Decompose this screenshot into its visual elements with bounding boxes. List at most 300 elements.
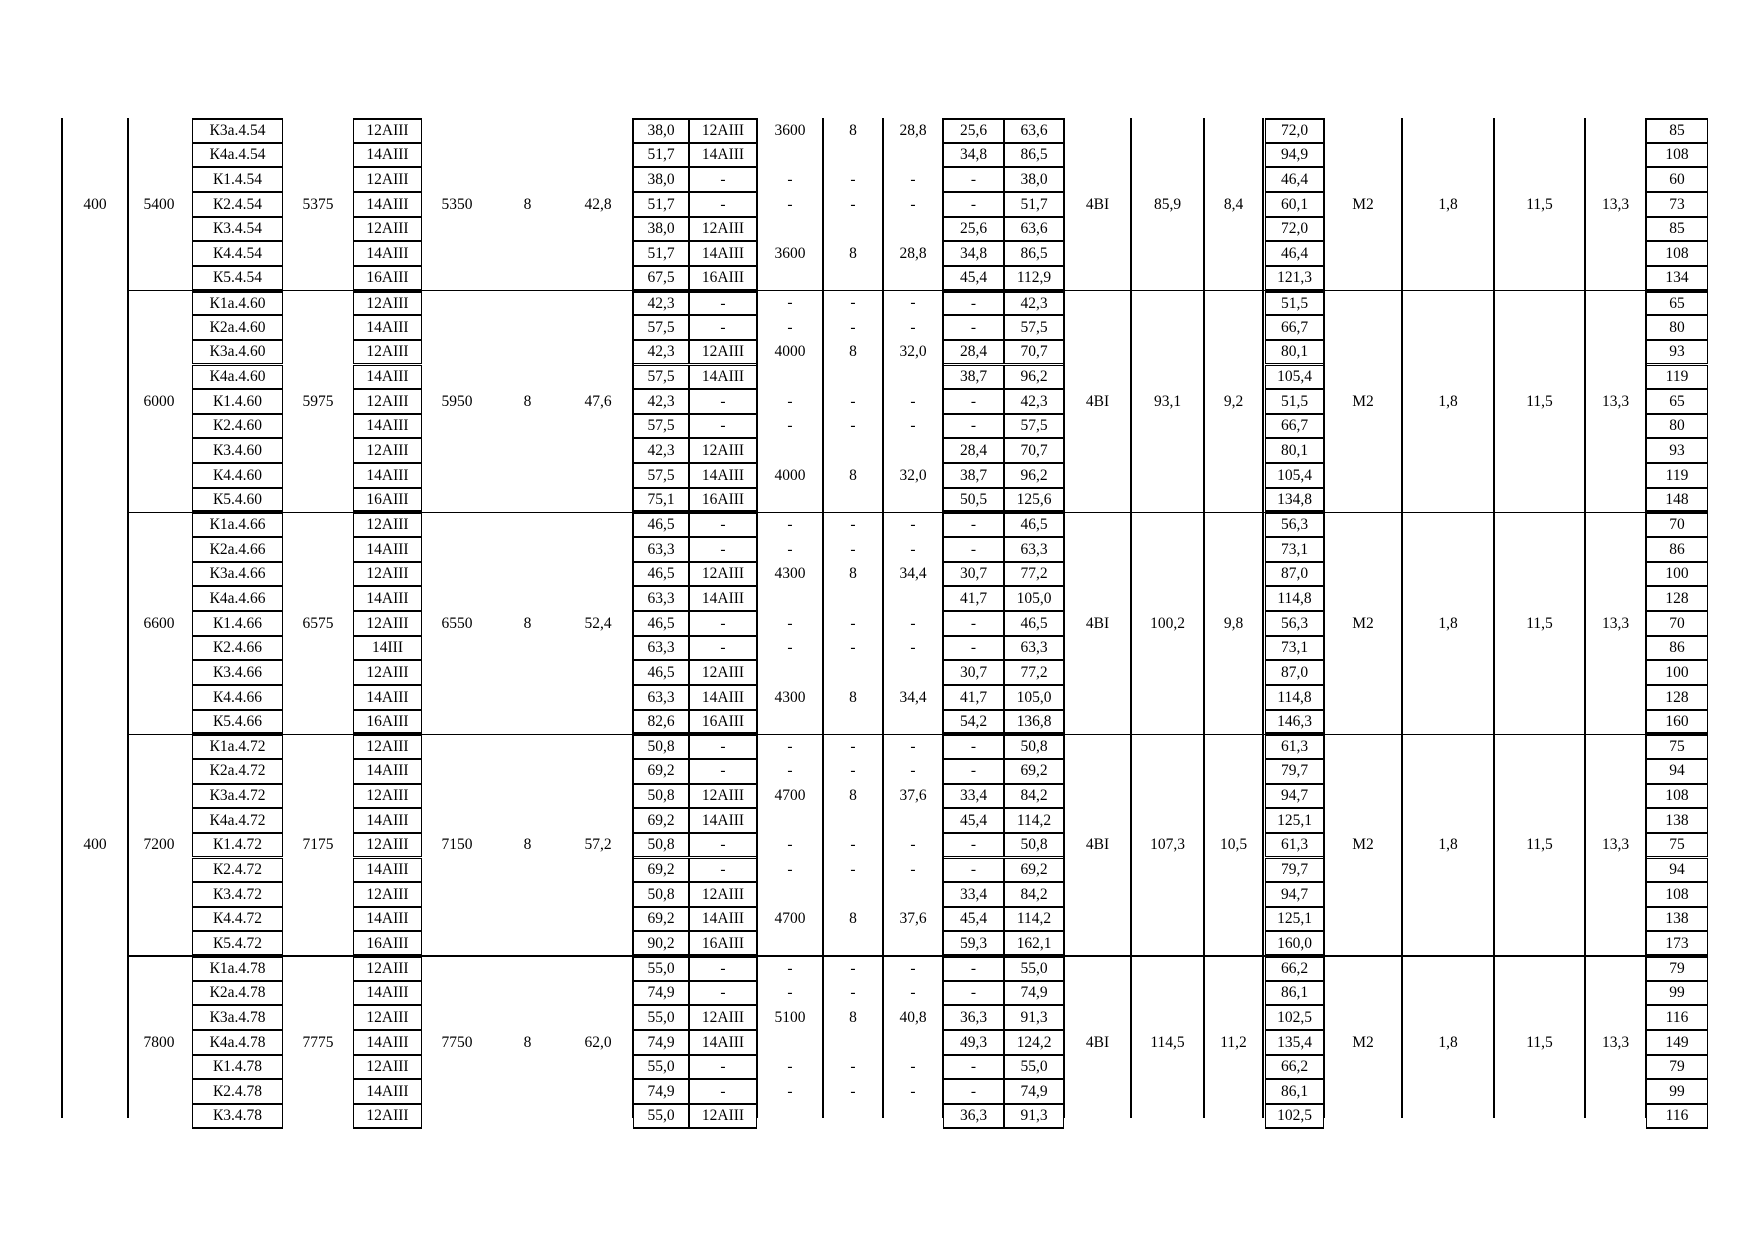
cell-t1: 79,7 (1265, 759, 1324, 784)
group-l1: 6575 (302, 614, 334, 632)
cell-t1: 160,0 (1265, 931, 1324, 956)
cell-a3: 4000 (774, 343, 806, 361)
cell-rebar: 12АIII (353, 660, 422, 685)
cell-a6: - (943, 636, 1004, 661)
cell-a1: 63,3 (633, 586, 689, 611)
cell-a7: 50,8 (1004, 833, 1064, 858)
cell-a1: 82,6 (633, 710, 689, 735)
cell-a4: 8 (849, 910, 857, 928)
cell-mark: К3.4.54 (192, 217, 283, 242)
cell-t2: 116 (1646, 1005, 1708, 1030)
cell-a1: 51,7 (633, 241, 689, 266)
cell-rebar: 12АIII (353, 956, 422, 981)
cell-a5: 34,4 (899, 565, 927, 583)
cell-a1: 67,5 (633, 266, 689, 291)
cell-a4: - (850, 170, 856, 188)
cell-a2: - (689, 192, 757, 217)
group-c17: 8,4 (1223, 195, 1244, 213)
group-l: 6000 (143, 392, 175, 410)
cell-a4: - (850, 515, 856, 533)
cell-t2: 138 (1646, 808, 1708, 833)
cell-mark: К4.4.72 (192, 907, 283, 932)
cell-a3: - (787, 540, 793, 558)
cell-a2: - (689, 414, 757, 439)
cell-a1: 42,3 (633, 389, 689, 414)
cell-a1: 57,5 (633, 463, 689, 488)
cell-rebar: 12АIII (353, 562, 422, 587)
cell-a6: - (943, 1079, 1004, 1104)
cell-a2: - (689, 315, 757, 340)
cell-mark: К1.4.66 (192, 611, 283, 636)
cell-t2: 79 (1646, 956, 1708, 981)
group-l2: 5950 (441, 392, 473, 410)
cell-a4: 8 (849, 688, 857, 706)
cell-a3: 4700 (774, 910, 806, 928)
cell-rebar: 14АIII (353, 685, 422, 710)
cell-t2: 100 (1646, 562, 1708, 587)
group-diameter: 400 (83, 195, 107, 213)
cell-rebar: 12АIII (353, 167, 422, 192)
group-cls: 4BI (1085, 195, 1110, 213)
group-c21: 11,5 (1526, 836, 1553, 854)
cell-a1: 46,5 (633, 660, 689, 685)
cell-mark: К4а.4.60 (192, 365, 283, 390)
group-c17: 9,8 (1223, 614, 1244, 632)
cell-t2: 65 (1646, 291, 1708, 316)
cell-a3: - (787, 984, 793, 1002)
cell-t2: 75 (1646, 833, 1708, 858)
group-l: 5400 (143, 195, 175, 213)
cell-a5: - (910, 984, 916, 1002)
cell-a6: - (943, 315, 1004, 340)
cell-a6: 41,7 (943, 685, 1004, 710)
cell-a5: 32,0 (899, 343, 927, 361)
cell-a1: 90,2 (633, 931, 689, 956)
group-c17: 11,2 (1220, 1033, 1247, 1051)
group-n: 8 (523, 614, 532, 632)
cell-a2: - (689, 636, 757, 661)
cell-a2: - (689, 858, 757, 883)
cell-a4: 8 (849, 787, 857, 805)
cell-a6: 50,5 (943, 488, 1004, 513)
cell-mark: К1.4.72 (192, 833, 283, 858)
cell-a2: - (689, 833, 757, 858)
cell-a3: - (787, 195, 793, 213)
cell-t2: 70 (1646, 611, 1708, 636)
cell-t1: 56,3 (1265, 512, 1324, 537)
cell-a7: 38,0 (1004, 167, 1064, 192)
cell-t1: 114,8 (1265, 586, 1324, 611)
cell-a6: 25,6 (943, 118, 1004, 143)
cell-a1: 74,9 (633, 1079, 689, 1104)
cell-t2: 128 (1646, 586, 1708, 611)
cell-mark: К4а.4.54 (192, 143, 283, 168)
cell-a5: 28,8 (899, 244, 927, 262)
cell-t2: 73 (1646, 192, 1708, 217)
cell-a7: 125,6 (1004, 488, 1064, 513)
cell-a6: - (943, 734, 1004, 759)
cell-a7: 162,1 (1004, 931, 1064, 956)
group-steel: M2 (1352, 1033, 1374, 1051)
cell-a1: 38,0 (633, 118, 689, 143)
cell-a4: - (850, 318, 856, 336)
cell-a6: 54,2 (943, 710, 1004, 735)
cell-a7: 42,3 (1004, 291, 1064, 316)
cell-t2: 94 (1646, 759, 1708, 784)
cell-a1: 57,5 (633, 365, 689, 390)
cell-a6: - (943, 981, 1004, 1006)
cell-a2: 12АIII (689, 784, 757, 809)
cell-a2: - (689, 291, 757, 316)
cell-a7: 105,0 (1004, 586, 1064, 611)
cell-a2: 14АIII (689, 143, 757, 168)
group-c21: 11,5 (1526, 1033, 1553, 1051)
cell-a2: 14АIII (689, 685, 757, 710)
cell-t1: 46,4 (1265, 241, 1324, 266)
cell-a1: 50,8 (633, 734, 689, 759)
cell-mark: К5.4.60 (192, 488, 283, 513)
cell-t1: 61,3 (1265, 833, 1324, 858)
cell-rebar: 12АIII (353, 833, 422, 858)
cell-a6: - (943, 414, 1004, 439)
cell-rebar: 16АIII (353, 931, 422, 956)
cell-a6: 30,7 (943, 562, 1004, 587)
cell-a2: 16АIII (689, 488, 757, 513)
cell-a3: - (787, 417, 793, 435)
cell-a2: - (689, 389, 757, 414)
cell-a7: 112,9 (1004, 266, 1064, 291)
cell-rebar: 12АIII (353, 389, 422, 414)
group-cls: 4BI (1085, 614, 1110, 632)
group-n: 8 (523, 195, 532, 213)
cell-a5: 40,8 (899, 1008, 927, 1026)
cell-a7: 57,5 (1004, 315, 1064, 340)
cell-t2: 100 (1646, 660, 1708, 685)
cell-mark: К2.4.72 (192, 858, 283, 883)
cell-t1: 121,3 (1265, 266, 1324, 291)
cell-rebar: 14АIII (353, 586, 422, 611)
cell-rebar: 12АIII (353, 217, 422, 242)
cell-a7: 51,7 (1004, 192, 1064, 217)
cell-a6: 45,4 (943, 907, 1004, 932)
group-diameter: 400 (83, 836, 107, 854)
cell-a7: 63,6 (1004, 118, 1064, 143)
cell-a1: 74,9 (633, 1030, 689, 1055)
cell-mark: К2а.4.72 (192, 759, 283, 784)
cell-a6: - (943, 291, 1004, 316)
cell-t1: 86,1 (1265, 1079, 1324, 1104)
group-c16: 85,9 (1153, 195, 1182, 213)
cell-a2: 14АIII (689, 463, 757, 488)
cell-a4: - (850, 392, 856, 410)
group-c8: 52,4 (584, 614, 612, 632)
cell-a3: 3600 (774, 121, 806, 139)
cell-mark: К3а.4.78 (192, 1005, 283, 1030)
cell-a3: - (787, 737, 793, 755)
group-c16: 107,3 (1150, 836, 1185, 854)
group-c21: 11,5 (1526, 195, 1553, 213)
cell-t2: 79 (1646, 1055, 1708, 1080)
cell-a4: - (850, 417, 856, 435)
cell-a7: 63,3 (1004, 537, 1064, 562)
cell-mark: К1.4.60 (192, 389, 283, 414)
cell-a2: 12АIII (689, 340, 757, 365)
cell-rebar: 14АIII (353, 808, 422, 833)
cell-t2: 160 (1646, 710, 1708, 735)
cell-mark: К2а.4.60 (192, 315, 283, 340)
group-cls: 4BI (1085, 836, 1110, 854)
cell-rebar: 14III (353, 636, 422, 661)
cell-a4: 8 (849, 466, 857, 484)
cell-mark: К3а.4.60 (192, 340, 283, 365)
cell-a5: - (910, 318, 916, 336)
group-c21: 11,5 (1526, 392, 1553, 410)
cell-a5: - (910, 959, 916, 977)
cell-a6: 41,7 (943, 586, 1004, 611)
cell-a1: 46,5 (633, 512, 689, 537)
cell-a3: - (787, 1082, 793, 1100)
cell-t2: 70 (1646, 512, 1708, 537)
cell-a1: 57,5 (633, 414, 689, 439)
cell-a6: 49,3 (943, 1030, 1004, 1055)
group-l2: 6550 (441, 614, 473, 632)
group-c20: 1,8 (1438, 836, 1458, 854)
cell-a3: - (787, 762, 793, 780)
cell-t2: 108 (1646, 882, 1708, 907)
cell-rebar: 14АIII (353, 858, 422, 883)
cell-a7: 86,5 (1004, 143, 1064, 168)
cell-a1: 69,2 (633, 759, 689, 784)
cell-mark: К3а.4.54 (192, 118, 283, 143)
cell-a1: 38,0 (633, 167, 689, 192)
cell-a7: 63,3 (1004, 636, 1064, 661)
cell-a6: - (943, 858, 1004, 883)
cell-mark: К4.4.54 (192, 241, 283, 266)
cell-a2: - (689, 759, 757, 784)
cell-a3: - (787, 294, 793, 312)
cell-a6: 36,3 (943, 1005, 1004, 1030)
cell-a6: 25,6 (943, 217, 1004, 242)
cell-t2: 108 (1646, 241, 1708, 266)
cell-a5: 28,8 (899, 121, 927, 139)
cell-a7: 114,2 (1004, 907, 1064, 932)
cell-mark: К1а.4.72 (192, 734, 283, 759)
cell-a7: 84,2 (1004, 882, 1064, 907)
group-c8: 62,0 (584, 1033, 612, 1051)
cell-a4: - (850, 959, 856, 977)
group-c20: 1,8 (1438, 392, 1458, 410)
cell-a7: 77,2 (1004, 660, 1064, 685)
cell-a6: - (943, 956, 1004, 981)
cell-t2: 85 (1646, 217, 1708, 242)
cell-rebar: 14АIII (353, 981, 422, 1006)
cell-a1: 42,3 (633, 438, 689, 463)
cell-a2: 14АIII (689, 907, 757, 932)
cell-a7: 74,9 (1004, 981, 1064, 1006)
cell-mark: К1а.4.60 (192, 291, 283, 316)
cell-mark: К4а.4.66 (192, 586, 283, 611)
cell-t1: 66,2 (1265, 1055, 1324, 1080)
cell-a6: 33,4 (943, 784, 1004, 809)
cell-t1: 105,4 (1265, 463, 1324, 488)
cell-a6: 36,3 (943, 1104, 1004, 1129)
cell-a7: 50,8 (1004, 734, 1064, 759)
cell-rebar: 14АIII (353, 365, 422, 390)
cell-a1: 46,5 (633, 562, 689, 587)
cell-rebar: 12АIII (353, 291, 422, 316)
group-n: 8 (523, 836, 532, 854)
cell-t2: 80 (1646, 414, 1708, 439)
cell-t1: 135,4 (1265, 1030, 1324, 1055)
cell-rebar: 12АIII (353, 734, 422, 759)
cell-a7: 57,5 (1004, 414, 1064, 439)
cell-a2: - (689, 734, 757, 759)
cell-a4: - (850, 1082, 856, 1100)
cell-t1: 87,0 (1265, 660, 1324, 685)
cell-a3: - (787, 170, 793, 188)
cell-rebar: 14АIII (353, 537, 422, 562)
cell-a7: 96,2 (1004, 365, 1064, 390)
cell-t1: 51,5 (1265, 291, 1324, 316)
cell-mark: К1.4.78 (192, 1055, 283, 1080)
group-c21: 11,5 (1526, 614, 1553, 632)
cell-t1: 102,5 (1265, 1005, 1324, 1030)
group-c22: 13,3 (1601, 1033, 1630, 1051)
cell-a5: 37,6 (899, 910, 927, 928)
cell-a3: - (787, 639, 793, 657)
cell-t2: 99 (1646, 981, 1708, 1006)
cell-t2: 149 (1646, 1030, 1708, 1055)
cell-t2: 85 (1646, 118, 1708, 143)
cell-a7: 84,2 (1004, 784, 1064, 809)
cell-a5: 34,4 (899, 688, 927, 706)
cell-a2: 12АIII (689, 562, 757, 587)
cell-a7: 91,3 (1004, 1005, 1064, 1030)
cell-a1: 75,1 (633, 488, 689, 513)
cell-a2: 12АIII (689, 882, 757, 907)
cell-a7: 46,5 (1004, 611, 1064, 636)
cell-a5: - (910, 195, 916, 213)
cell-a5: - (910, 1082, 916, 1100)
cell-a4: - (850, 639, 856, 657)
cell-mark: К5.4.66 (192, 710, 283, 735)
cell-a5: - (910, 762, 916, 780)
cell-t2: 99 (1646, 1079, 1708, 1104)
cell-a1: 69,2 (633, 808, 689, 833)
cell-a5: - (910, 170, 916, 188)
cell-a1: 69,2 (633, 858, 689, 883)
group-c22: 13,3 (1601, 195, 1630, 213)
cell-a5: - (910, 417, 916, 435)
cell-t1: 146,3 (1265, 710, 1324, 735)
cell-t1: 46,4 (1265, 167, 1324, 192)
cell-a4: - (850, 195, 856, 213)
cell-a2: 14АIII (689, 365, 757, 390)
group-l2: 5350 (441, 195, 473, 213)
cell-t1: 125,1 (1265, 808, 1324, 833)
cell-a4: 8 (849, 343, 857, 361)
cell-rebar: 14АIII (353, 1030, 422, 1055)
cell-t1: 94,7 (1265, 882, 1324, 907)
cell-a1: 46,5 (633, 611, 689, 636)
cell-t1: 94,9 (1265, 143, 1324, 168)
cell-a1: 50,8 (633, 784, 689, 809)
cell-t1: 114,8 (1265, 685, 1324, 710)
group-c22: 13,3 (1601, 614, 1630, 632)
group-c8: 57,2 (584, 836, 612, 854)
cell-a4: 8 (849, 121, 857, 139)
cell-rebar: 12АIII (353, 438, 422, 463)
cell-a1: 50,8 (633, 882, 689, 907)
cell-a5: - (910, 294, 916, 312)
cell-a2: 14АIII (689, 1030, 757, 1055)
cell-mark: К4.4.60 (192, 463, 283, 488)
cell-a6: 34,8 (943, 143, 1004, 168)
group-steel: M2 (1352, 614, 1374, 632)
cell-t1: 86,1 (1265, 981, 1324, 1006)
cell-t1: 66,7 (1265, 315, 1324, 340)
cell-t1: 60,1 (1265, 192, 1324, 217)
cell-a7: 96,2 (1004, 463, 1064, 488)
cell-a4: 8 (849, 1008, 857, 1026)
cell-rebar: 14АIII (353, 192, 422, 217)
cell-t1: 125,1 (1265, 907, 1324, 932)
cell-a2: 12АIII (689, 118, 757, 143)
cell-a6: 38,7 (943, 365, 1004, 390)
cell-a2: - (689, 1055, 757, 1080)
cell-mark: К4а.4.72 (192, 808, 283, 833)
cell-a2: 12АIII (689, 438, 757, 463)
group-l1: 5375 (302, 195, 334, 213)
cell-a1: 63,3 (633, 685, 689, 710)
cell-rebar: 12АIII (353, 1055, 422, 1080)
group-cls: 4BI (1085, 1033, 1110, 1051)
cell-a3: - (787, 959, 793, 977)
cell-a3: - (787, 861, 793, 879)
cell-a7: 124,2 (1004, 1030, 1064, 1055)
cell-mark: К1.4.54 (192, 167, 283, 192)
cell-a2: - (689, 167, 757, 192)
cell-t2: 108 (1646, 143, 1708, 168)
cell-a6: 33,4 (943, 882, 1004, 907)
cell-a2: - (689, 611, 757, 636)
cell-mark: К3а.4.72 (192, 784, 283, 809)
cell-mark: К1а.4.78 (192, 956, 283, 981)
group-c8: 42,8 (584, 195, 612, 213)
cell-a2: - (689, 512, 757, 537)
cell-a1: 38,0 (633, 217, 689, 242)
cell-t1: 72,0 (1265, 217, 1324, 242)
group-steel: M2 (1352, 392, 1374, 410)
cell-a6: - (943, 512, 1004, 537)
cell-mark: К2а.4.66 (192, 537, 283, 562)
cell-rebar: 12АIII (353, 1005, 422, 1030)
cell-t2: 80 (1646, 315, 1708, 340)
cell-a3: 3600 (774, 244, 806, 262)
cell-a1: 55,0 (633, 1104, 689, 1129)
cell-mark: К3.4.66 (192, 660, 283, 685)
cell-t1: 102,5 (1265, 1104, 1324, 1129)
cell-t1: 87,0 (1265, 562, 1324, 587)
cell-a5: - (910, 861, 916, 879)
cell-mark: К5.4.54 (192, 266, 283, 291)
cell-a7: 69,2 (1004, 858, 1064, 883)
cell-a6: 34,8 (943, 241, 1004, 266)
cell-a3: 4000 (774, 466, 806, 484)
cell-rebar: 14АIII (353, 315, 422, 340)
group-c17: 10,5 (1219, 836, 1248, 854)
cell-mark: К3.4.78 (192, 1104, 283, 1129)
